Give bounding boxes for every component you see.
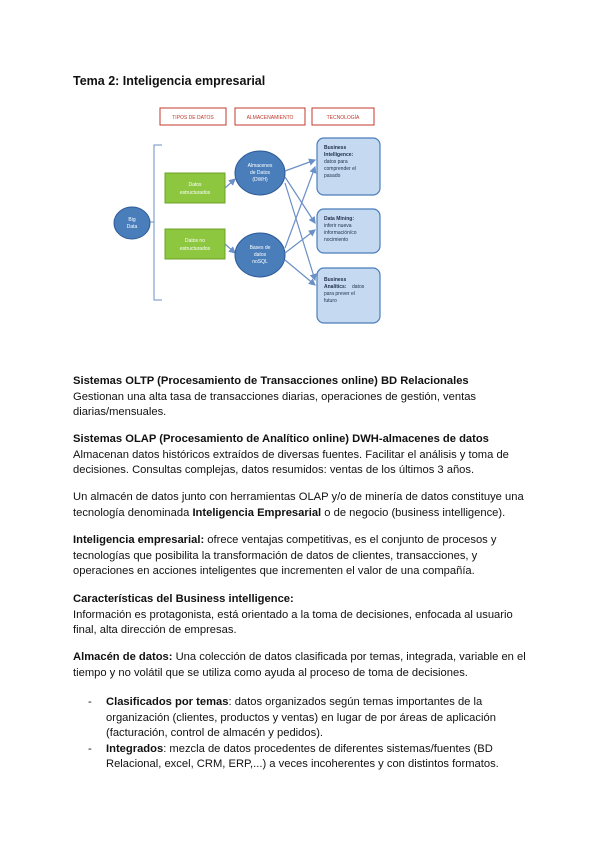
olap-section: [73, 432, 528, 479]
ba-line-1: datos: [352, 284, 365, 290]
dwh-label-1: Almacenes: [247, 163, 273, 169]
structured-data-box: [165, 173, 225, 203]
list-item-bold: Clasificados por temas: [106, 696, 229, 708]
big-data-label-2: Data: [126, 224, 138, 230]
ba-title-2: Analitics:: [324, 284, 347, 290]
ie-bold: Inteligencia empresarial:: [73, 534, 205, 546]
almacen-intro-paragraph: [73, 490, 528, 521]
page-title: Tema 2: Inteligencia empresarial: [73, 74, 266, 88]
almacen-intro-before: Un almacén de datos junto con herramientas OLAP y/o de minería de datos constituye una tecnología denominada: [73, 491, 524, 519]
dm-line-2: información/co: [324, 230, 357, 236]
caracteristicas-text: Información es protagonista, está orientado a la toma de decisiones, enfocada al usuario final, alta dirección de empresas.: [73, 608, 513, 636]
bi-line-3: pasado: [324, 173, 341, 179]
bi-title-2: Intelligence:: [324, 152, 354, 158]
header-tecnologia: TECNOLOGÍA: [326, 115, 360, 121]
almacen-paragraph: [73, 650, 528, 681]
bi-line-1: datos para: [324, 159, 348, 165]
oltp-heading: Sistemas OLTP (Procesamiento de Transacciones online) BD Relacionales: [73, 375, 469, 387]
structured-label-1: Datos: [188, 182, 202, 188]
list-dash: -: [88, 742, 92, 755]
dwh-label-2: de Datos: [249, 170, 271, 176]
dm-line-1: inferir nueva: [324, 223, 352, 229]
almacen-text: Una colección de datos clasificada por temas, integrada, variable en el tiempo y no volátil que se utiliza como ayuda al proceso de toma de decisiones.: [73, 651, 526, 679]
header-almacenamiento: ALMACENAMIENTO: [246, 115, 294, 121]
unstructured-label-1: Datos no: [184, 238, 206, 244]
unstructured-data-box: [165, 229, 225, 259]
oltp-text: Gestionan una alta tasa de transacciones diarias, operaciones de gestión, ventas diarias/mensuales.: [73, 390, 477, 418]
list-dash: -: [88, 696, 92, 708]
big-data-label-1: Big: [128, 217, 136, 223]
ba-line-3: futuro: [324, 298, 337, 304]
list-item: [88, 695, 518, 742]
ie-paragraph: [73, 533, 528, 580]
dwh-label-3: (DWH): [252, 177, 268, 183]
big-data-node: [114, 207, 150, 239]
oltp-section: [73, 374, 528, 421]
ba-title-1: Business: [324, 277, 347, 283]
nosql-label-2: datos: [253, 252, 267, 258]
ba-line-2: para prever el: [324, 291, 355, 297]
big-data-diagram: [110, 105, 400, 330]
nosql-label-3: noSQL: [252, 259, 268, 265]
caracteristicas-heading: Características del Business intelligence:: [73, 593, 294, 605]
characteristics-list: [88, 695, 518, 773]
list-item-text: : datos organizados según temas importantes de la organización (clientes, productos y ventas) en lugar de por áreas de aplicación (facturación, control de almacén y pedidos).: [106, 696, 496, 739]
almacen-intro-after: o de negocio (business intelligence).: [321, 506, 506, 519]
nosql-label-1: Bases de: [249, 245, 271, 251]
structured-label-2: estructurados: [179, 190, 211, 196]
olap-text: Almacenan datos históricos extraídos de diversas fuentes. Facilitar el análisis y toma de decisiones. Consultas complejas, datos resumidos: ventas de los últimos 3 años.: [73, 448, 509, 476]
list-item-bold: Integrados: [106, 742, 164, 755]
almacen-bold: Almacén de datos:: [73, 651, 173, 663]
header-tipos: TIPOS DE DATOS: [172, 115, 214, 121]
list-item-text: : mezcla de datos procedentes de diferentes sistemas/fuentes (BD Relacional, excel, CRM, ERP,...) a veces incoherentes y con distintos formatos.: [106, 742, 499, 770]
list-item: [88, 742, 518, 773]
ie-text: ofrece ventajas competitivas, es el conjunto de procesos y tecnologías que posibilita la transformación de datos de clientes, transacciones, y operaciones en acciones inteligentes que incrementen el valor de una compañía.: [73, 534, 497, 577]
caracteristicas-section: [73, 592, 528, 639]
almacen-intro-bold: Inteligencia Empresarial: [192, 506, 322, 519]
dm-title: Data Mining:: [324, 216, 354, 222]
bi-line-2: comprender el: [324, 166, 356, 172]
olap-heading: Sistemas OLAP (Procesamiento de Analítico online) DWH-almacenes de datos: [73, 433, 489, 445]
dm-line-3: nocimiento: [324, 237, 349, 243]
bi-title-1: Business: [324, 145, 347, 151]
unstructured-label-2: estructurados: [179, 246, 211, 252]
